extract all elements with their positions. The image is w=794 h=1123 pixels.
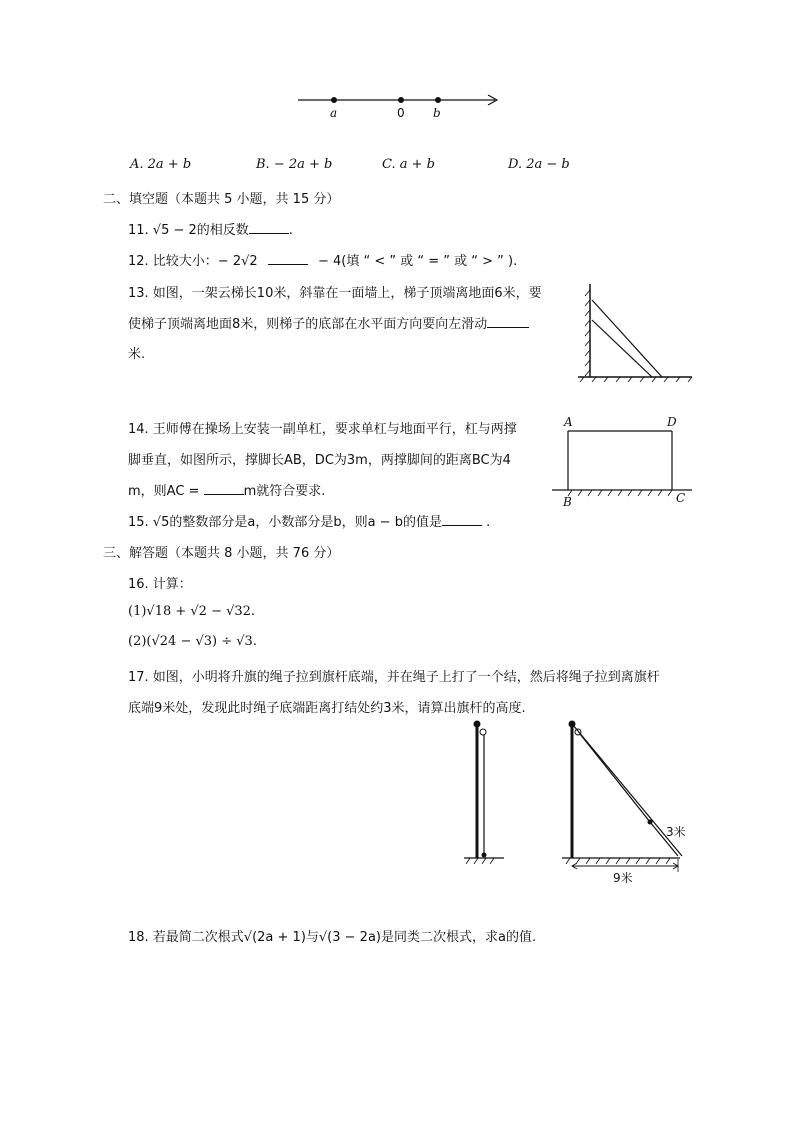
option-b: B. − 2a + b (256, 157, 333, 172)
q12-text: 12. 比较大小：− 2√2 (128, 254, 258, 269)
label-3m: 3米 (666, 825, 686, 839)
question-15 (128, 511, 490, 530)
question-13-line2 (128, 313, 529, 332)
q14-line3-suffix: m就符合要求. (243, 484, 326, 499)
q12-suffix: − 4(填 “ < ” 或 “ = ” 或 “ > ” ). (317, 254, 518, 269)
label-D: D (667, 415, 677, 429)
question-17-line1: 17. 如图，小明将升旗的绳子拉到旗杆底端，并在绳子上打了一个结，然后将绳子拉到离旗杆 (128, 670, 660, 685)
q11-blank (249, 221, 289, 234)
label-9m: 9米 (613, 871, 633, 885)
question-13-line1: 13. 如图，一架云梯长10米，斜靠在一面墙上，梯子顶端离地面6米，要 (128, 286, 542, 301)
q13-blank (487, 315, 529, 328)
q12-blank (268, 252, 308, 265)
option-d: D. 2a − b (508, 157, 570, 172)
section-heading-fill-in: 二、填空题（本题共 5 小题，共 15 分） (103, 192, 340, 207)
flagpole-figure-2 (556, 716, 696, 888)
label-B: B (563, 495, 572, 509)
question-14-line3 (128, 480, 325, 499)
label-A: A (564, 415, 573, 429)
question-17-line2: 底端9米处，发现此时绳子底端距离打结处约3米，请算出旗杆的高度. (128, 701, 526, 716)
label-zero: 0 (397, 106, 405, 120)
point-zero (398, 97, 404, 103)
q15-text: 15. √5的整数部分是a，小数部分是b，则a − b的值是 (128, 515, 442, 530)
q15-blank (442, 513, 482, 526)
question-11 (128, 219, 293, 238)
ladder-position-2 (592, 320, 652, 377)
point-b (435, 97, 441, 103)
q11-text: 11. √5 − 2的相反数 (128, 223, 249, 238)
q14-line3-text: m，则AC = (128, 484, 200, 499)
section-heading-solve: 三、解答题（本题共 8 小题，共 76 分） (103, 546, 340, 561)
number-line-figure (290, 88, 505, 124)
q13-line2-text: 使梯子顶端离地面8米，则梯子的底部在水平面方向要向左滑动 (128, 317, 488, 332)
q15-suffix: . (486, 515, 491, 530)
question-18: 18. 若最简二次根式√(2a + 1)与√(3 − 2a)是同类二次根式，求a的值. (128, 930, 537, 945)
flagpole-figure-1 (458, 716, 518, 868)
label-b: b (433, 106, 441, 120)
option-a: A. 2a + b (130, 157, 192, 172)
question-13-line3: 米. (128, 347, 146, 362)
point-a (331, 97, 337, 103)
question-14-line1: 14. 王师傅在操场上安装一副单杠，要求单杠与地面平行，杠与两撑 (128, 422, 517, 437)
question-16-title: 16. 计算： (128, 577, 192, 592)
question-16-part2: (2)(√24 − √3) ÷ √3. (128, 634, 257, 649)
question-12 (128, 250, 517, 269)
ladder-figure (574, 280, 696, 384)
question-14-line2: 脚垂直，如图所示，撑脚长AB，DC为3m，两撑脚间的距离BC为4 (128, 453, 511, 468)
question-16-part1: (1)√18 + √2 − √32. (128, 604, 256, 619)
q11-suffix: . (288, 223, 293, 238)
label-C: C (676, 491, 686, 505)
label-a: a (330, 106, 338, 120)
option-c: C. a + b (382, 157, 435, 172)
horizontal-bar-figure (550, 412, 700, 510)
ladder-position-1 (592, 300, 662, 377)
q14-blank (204, 482, 244, 495)
